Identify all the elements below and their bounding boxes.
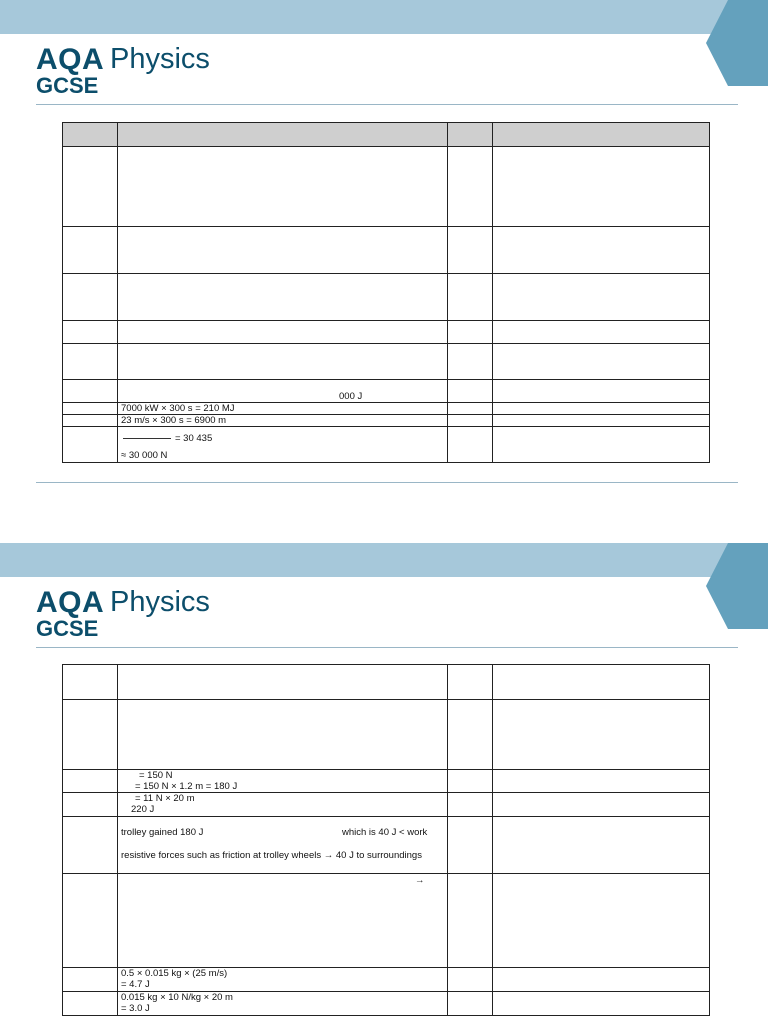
- header-band: [0, 0, 768, 34]
- table-row: [63, 344, 710, 380]
- slide-page-1: [0, 0, 768, 490]
- logo-subject: Physics: [110, 586, 210, 618]
- table-row: [63, 874, 710, 968]
- arrow-symbol: →: [415, 875, 425, 886]
- table-row: [63, 274, 710, 321]
- table-row: [63, 380, 710, 403]
- answer-line: trolley gained 180 J: [121, 827, 204, 838]
- footer-rule: [36, 482, 738, 483]
- answer-value: = 30 435: [175, 433, 213, 444]
- answer-line-pair: [121, 827, 444, 838]
- answer-line: 0.5 × 0.015 kg × (25 m/s): [121, 968, 228, 979]
- table-row: [63, 968, 710, 992]
- answer-line: 7000 kW × 300 s = 210 MJ: [121, 403, 235, 414]
- answer-line: resistive forces such as friction at trolley wheels → 40 J to surroundings: [121, 850, 422, 861]
- answer-line: = 4.7 J: [121, 979, 150, 990]
- table-row: [63, 665, 710, 700]
- logo-subject: Physics: [110, 43, 210, 75]
- table-row: [63, 770, 710, 793]
- header-cell: [118, 123, 448, 147]
- header-rule: [36, 647, 738, 648]
- fraction-bar: [123, 438, 171, 439]
- answer-line: ≈ 30 000 N: [121, 450, 168, 461]
- table-row: [63, 415, 710, 427]
- table-row: [63, 427, 710, 463]
- answer-line: = 150 N × 1.2 m = 180 J: [135, 781, 238, 792]
- answer-line: = 3.0 J: [121, 1003, 150, 1014]
- table-row: [63, 992, 710, 1016]
- table-row: [63, 147, 710, 227]
- mark-scheme-table: [62, 664, 710, 1016]
- table-row: [63, 700, 710, 770]
- logo-brand: AQA: [36, 43, 105, 76]
- logo-level: GCSE: [36, 616, 99, 641]
- table-header-row: [63, 123, 710, 147]
- answer-line: 23 m/s × 300 s = 6900 m: [121, 415, 227, 426]
- table-row: [63, 817, 710, 874]
- header-rule: [36, 104, 738, 105]
- table-row: [63, 227, 710, 274]
- answer-line: which is 40 J < work: [342, 827, 428, 838]
- header-cell: [63, 123, 118, 147]
- fraction-line: [121, 433, 444, 444]
- header-cell: [493, 123, 710, 147]
- header-band: [0, 543, 768, 577]
- answer-line: = 150 N: [139, 770, 173, 781]
- table-row: [63, 403, 710, 415]
- answer-line: = 11 N × 20 m: [135, 793, 195, 804]
- mark-scheme-table: [62, 122, 710, 463]
- header-cell: [448, 123, 493, 147]
- slide-page-2: [0, 543, 768, 1024]
- answer-line: 000 J: [339, 391, 363, 402]
- answer-line: 220 J: [131, 804, 155, 815]
- logo-brand: AQA: [36, 586, 105, 619]
- answer-line: 0.015 kg × 10 N/kg × 20 m: [121, 992, 233, 1003]
- logo-level: GCSE: [36, 73, 99, 98]
- table-row: [63, 793, 710, 817]
- table-row: [63, 321, 710, 344]
